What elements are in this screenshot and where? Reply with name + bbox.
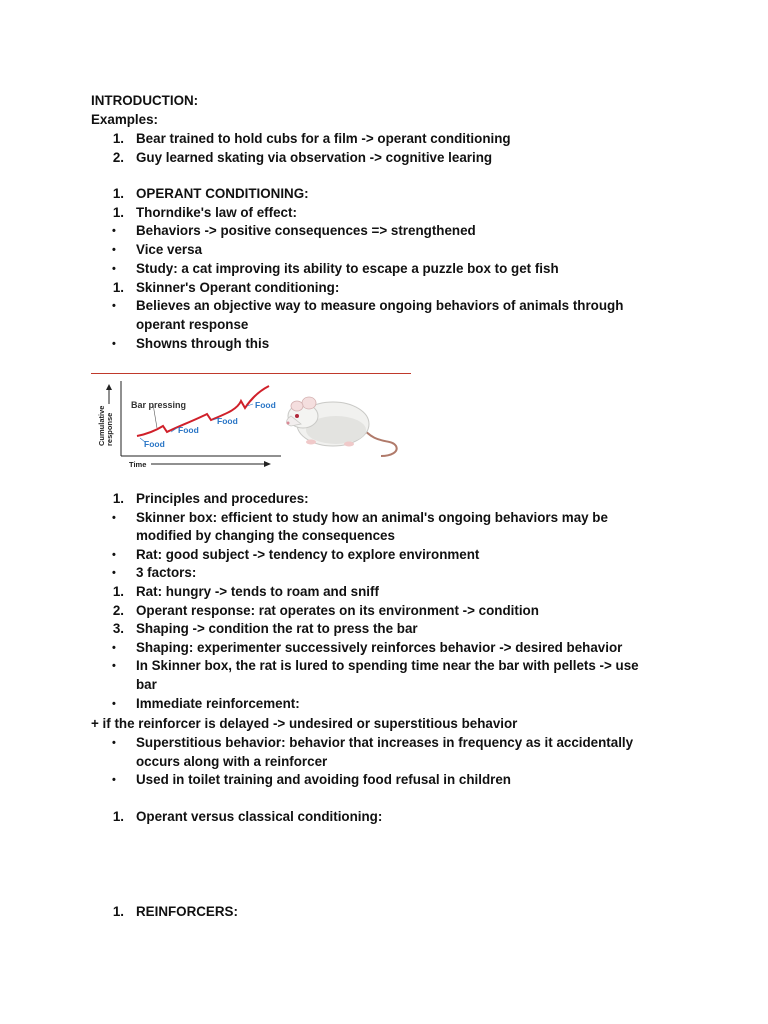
bullet-icon: •	[112, 774, 116, 786]
list-marker: 1.	[112, 131, 124, 146]
list-item-text: Thorndike's law of effect:	[136, 204, 297, 220]
food-label: Food	[217, 416, 238, 426]
versus-heading-text: Operant versus classical conditioning:	[136, 809, 383, 824]
list-marker: 1.	[112, 584, 124, 599]
list-item-text: Immediate reinforcement:	[136, 695, 300, 711]
cumulative-response-graph	[91, 376, 411, 472]
examples-label: Examples:	[91, 112, 158, 127]
list-item	[0, 316, 768, 334]
bullet-icon: •	[112, 337, 116, 350]
bullet-icon: •	[112, 225, 116, 238]
reinforcers-heading-text: REINFORCERS:	[136, 904, 238, 919]
list-item	[0, 620, 768, 638]
list-item-text: Rat: good subject -> tendency to explore environment	[136, 546, 480, 562]
list-item-text: Used in toilet training and avoiding food refusal in children	[136, 772, 511, 787]
list-item	[0, 527, 768, 545]
versus-heading	[0, 808, 768, 826]
bullet-icon: •	[112, 300, 116, 313]
list-item-text: Believes an objective way to measure ongoing behaviors of animals through	[136, 298, 624, 314]
list-item-text: Showns through this	[136, 335, 270, 351]
bullet-icon: •	[112, 262, 116, 275]
list-item-text: operant response	[136, 316, 249, 332]
rat-illustration	[287, 397, 397, 456]
list-item-text: Shaping: experimenter successively reinforces behavior -> desired behavior	[136, 639, 623, 655]
list-item-text: Vice versa	[136, 242, 203, 258]
list-item-text: Skinner box: efficient to study how an animal's ongoing behaviors may be	[136, 509, 608, 525]
x-axis-label: Time	[129, 460, 147, 469]
list-marker: 1.	[112, 491, 124, 506]
list-item-text: In Skinner box, the rat is lured to spending time near the bar with pellets -> use	[136, 658, 639, 674]
list-item-text: Bear trained to hold cubs for a film -> operant conditioning	[136, 131, 511, 146]
list-item-text: Guy learned skating via observation -> cognitive learing	[136, 149, 493, 165]
list-item	[0, 130, 768, 148]
list-item	[0, 676, 768, 694]
delayed-reinforcer-note: + if the reinforcer is delayed -> undesired or superstitious behavior	[91, 716, 518, 731]
list-marker: 2.	[112, 149, 124, 165]
list-item	[0, 509, 768, 527]
list-item-text: Operant response: rat operates on its environment -> condition	[136, 602, 539, 618]
bullet-icon: •	[112, 660, 116, 673]
bullet-icon: •	[112, 567, 116, 580]
list-item	[0, 602, 768, 620]
list-item	[0, 279, 768, 297]
list-item	[0, 639, 768, 657]
food-label: Food	[144, 439, 165, 449]
list-item	[0, 564, 768, 582]
list-marker: 3.	[112, 621, 124, 637]
list-item-text: Rat: hungry -> tends to roam and sniff	[136, 584, 379, 599]
list-item	[0, 490, 768, 508]
bullet-icon: •	[112, 737, 116, 749]
bullet-icon: •	[112, 697, 116, 710]
list-item-text: modified by changing the consequences	[136, 528, 395, 544]
list-item	[0, 753, 768, 771]
list-item-text: Skinner's Operant conditioning:	[136, 279, 340, 295]
list-item	[0, 546, 768, 564]
list-item-text: bar	[136, 677, 157, 692]
list-marker: 1.	[112, 809, 124, 824]
list-item-text: Principles and procedures:	[136, 491, 309, 506]
list-marker: 1.	[112, 204, 124, 220]
list-item	[0, 185, 768, 203]
bullet-icon: •	[112, 511, 116, 524]
intro-heading: INTRODUCTION:	[91, 93, 199, 108]
reinforcers-heading	[0, 903, 768, 921]
list-item	[0, 149, 768, 167]
cumulative-curve	[137, 386, 269, 436]
list-item-text: 3 factors:	[136, 565, 197, 581]
list-item-text: Study: a cat improving its ability to escape a puzzle box to get fish	[136, 260, 559, 276]
list-item-text: OPERANT CONDITIONING:	[136, 186, 309, 201]
bar-pressing-label: Bar pressing	[131, 400, 187, 410]
y-axis-label-line1: Cumulative	[97, 405, 106, 446]
list-item	[0, 204, 768, 222]
list-marker: 2.	[112, 602, 124, 618]
list-item-text: Shaping -> condition the rat to press the bar	[136, 621, 418, 637]
list-item	[0, 695, 768, 713]
list-item	[0, 260, 768, 278]
list-item-text: Superstitious behavior: behavior that increases in frequency as it accidentally	[136, 735, 634, 750]
list-item	[0, 734, 768, 752]
bullet-icon: •	[112, 244, 116, 257]
operant-figure	[91, 376, 411, 472]
list-item-text: occurs along with a reinforcer	[136, 753, 328, 769]
list-marker: 1.	[112, 279, 124, 295]
list-item-text: Behaviors -> positive consequences => strengthened	[136, 223, 476, 239]
list-item	[0, 241, 768, 259]
list-item	[0, 297, 768, 315]
x-axis-arrowhead-icon	[264, 461, 271, 467]
food-label: Food	[178, 425, 199, 435]
food-label: Food	[255, 400, 276, 410]
list-item	[0, 222, 768, 240]
y-axis-arrowhead-icon	[106, 384, 112, 390]
bullet-icon: •	[112, 641, 116, 654]
list-marker: 1.	[112, 904, 124, 919]
list-item	[0, 771, 768, 789]
y-axis-label-line2: response	[105, 412, 114, 446]
list-item	[0, 335, 768, 353]
list-item	[0, 657, 768, 675]
figure-top-rule	[91, 373, 411, 374]
list-item	[0, 583, 768, 601]
bullet-icon: •	[112, 548, 116, 561]
list-marker: 1.	[112, 186, 124, 201]
